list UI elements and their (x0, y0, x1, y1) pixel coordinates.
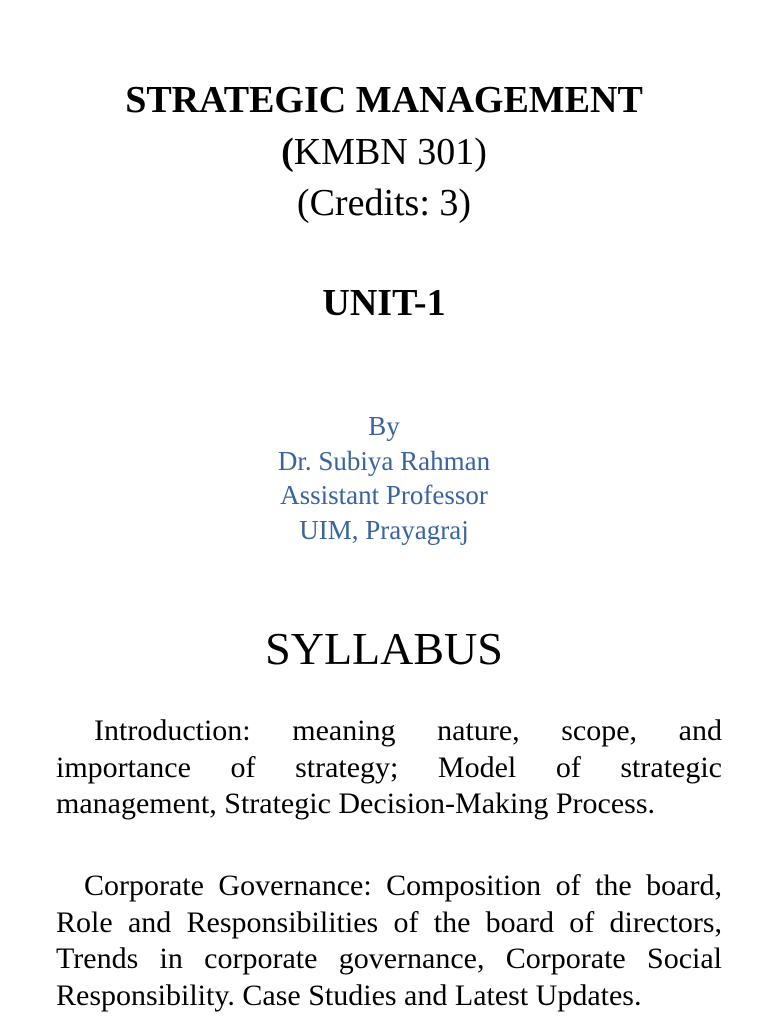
unit-heading: UNIT-1 (322, 282, 446, 324)
author-designation: Assistant Professor (280, 480, 488, 510)
course-code-open-paren: ( (281, 131, 294, 173)
author-block (0, 409, 768, 547)
syllabus-heading: SYLLABUS (265, 623, 503, 674)
author-institution: UIM, Prayagraj (299, 514, 469, 545)
author-name: Dr. Subiya Rahman (277, 445, 491, 476)
syllabus-paragraph-introduction: Introduction: meaning nature, scope, and importance of strategy; Model of strategic management, Strategic Decision-Making Process. (56, 714, 722, 820)
course-credits: (Credits: 3) (296, 182, 472, 224)
course-code-text: KMBN 301) (293, 131, 487, 173)
document-title: STRATEGIC MANAGEMENT (125, 79, 643, 121)
course-code (0, 130, 768, 174)
author-by: By (368, 411, 400, 441)
syllabus-paragraph-corporate-governance: Corporate Governance: Composition of the board, Role and Responsibilities of the board of directors, Trends in corporate governance, Corporate Social Responsibility. Case Studies and Latest Updates. (56, 869, 722, 1012)
